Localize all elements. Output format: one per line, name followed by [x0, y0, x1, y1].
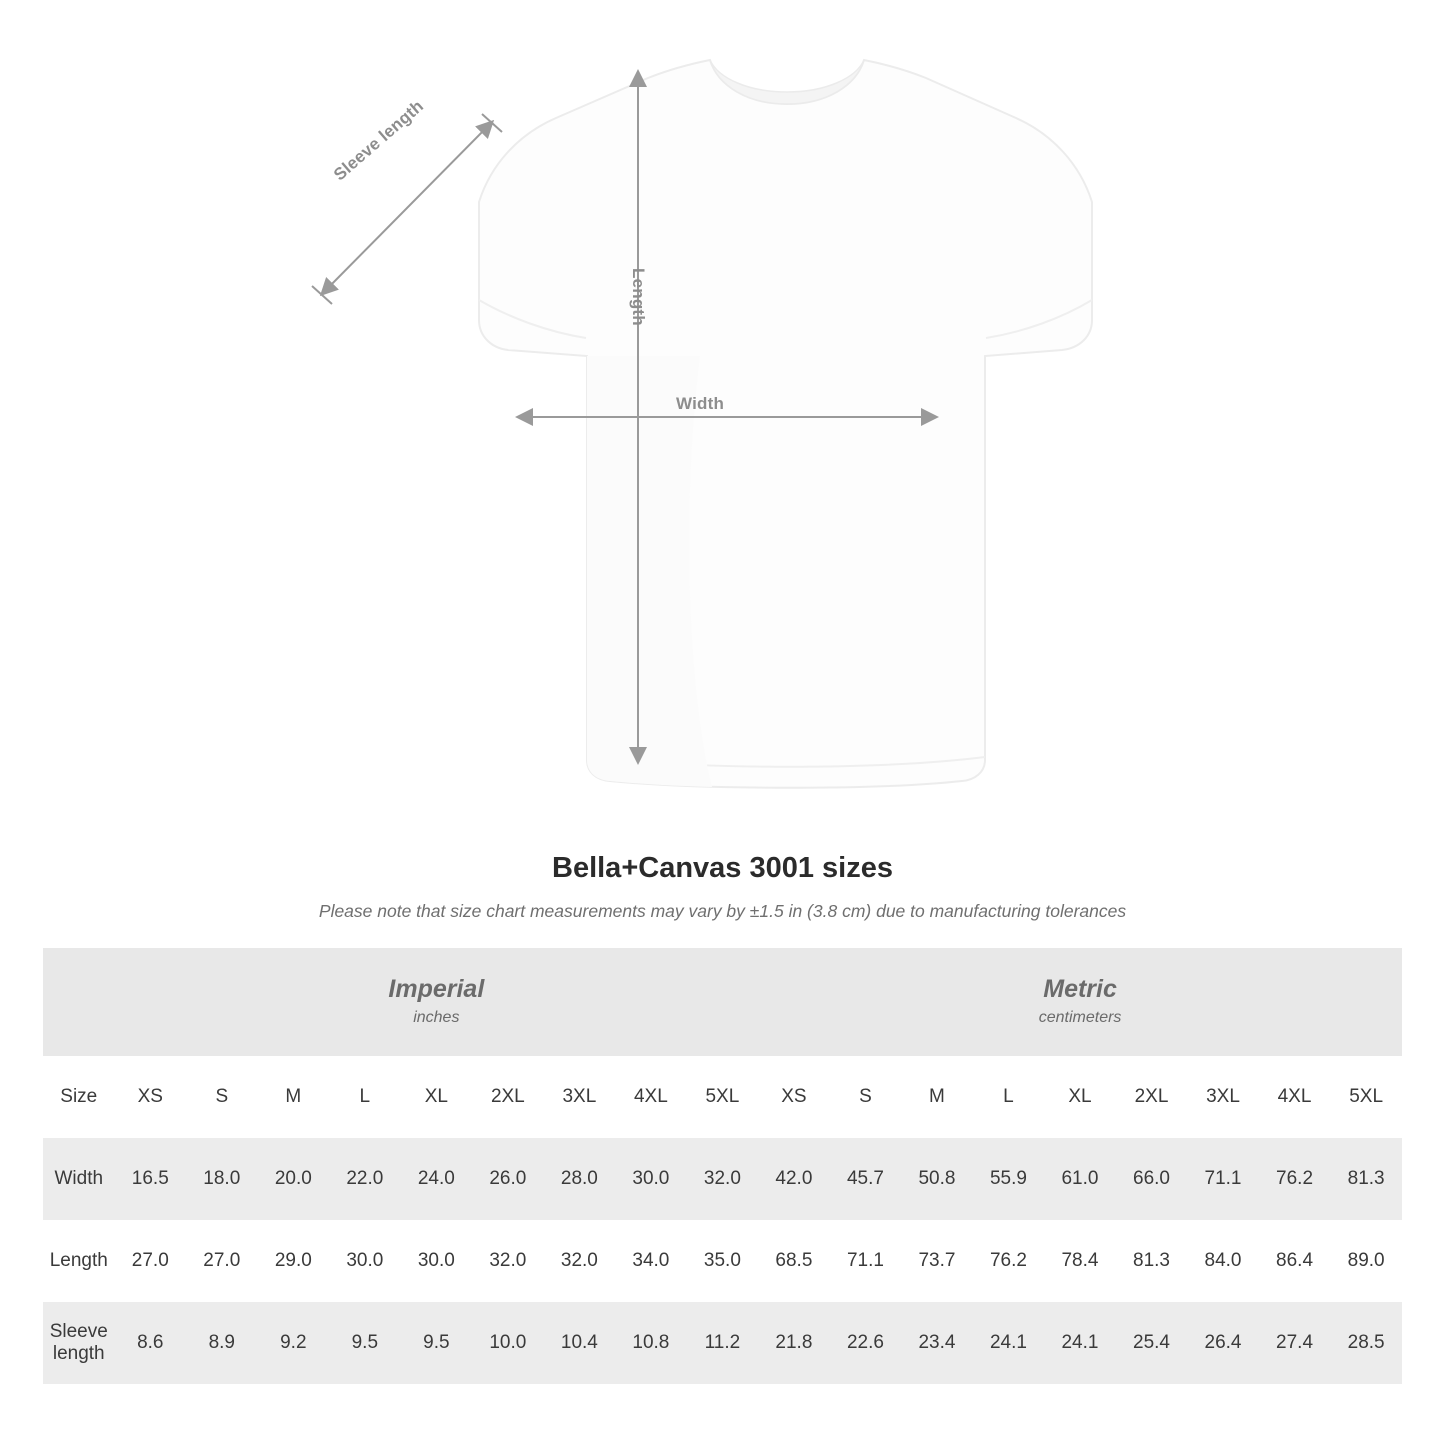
width-imperial-s: 18.0: [186, 1138, 258, 1220]
table-row: [43, 1138, 1402, 1220]
width-metric-m: 50.8: [901, 1138, 973, 1220]
width-metric-3xl: 71.1: [1187, 1138, 1259, 1220]
row-label-sleeve-length: Sleeve length: [43, 1302, 115, 1384]
length-metric-s: 71.1: [830, 1220, 902, 1302]
page-title: Bella+Canvas 3001 sizes: [552, 852, 893, 884]
metric-group-header: [758, 948, 1402, 1056]
sleeve-metric-l: 24.1: [973, 1302, 1045, 1384]
length-metric-xl: 78.4: [1044, 1220, 1116, 1302]
width-imperial-xl: 24.0: [401, 1138, 473, 1220]
width-imperial-2xl: 26.0: [472, 1138, 544, 1220]
length-metric-4xl: 86.4: [1259, 1220, 1331, 1302]
imperial-group-header: [115, 948, 759, 1056]
size-col-metric-2xl: 2XL: [1116, 1056, 1188, 1138]
sleeve-length-label: Sleeve length: [330, 96, 428, 185]
unit-header-row: [43, 948, 1402, 1056]
sleeve-metric-5xl: 28.5: [1330, 1302, 1402, 1384]
size-col-imperial-s: S: [186, 1056, 258, 1138]
size-col-imperial-4xl: 4XL: [615, 1056, 687, 1138]
size-col-imperial-xs: XS: [115, 1056, 187, 1138]
length-label: Length: [629, 268, 648, 326]
sleeve-imperial-xl: 9.5: [401, 1302, 473, 1384]
width-imperial-m: 20.0: [258, 1138, 330, 1220]
width-imperial-5xl: 32.0: [687, 1138, 759, 1220]
width-metric-5xl: 81.3: [1330, 1138, 1402, 1220]
length-imperial-m: 29.0: [258, 1220, 330, 1302]
size-col-metric-l: L: [973, 1056, 1045, 1138]
metric-system-label: Metric: [1043, 974, 1117, 1003]
size-header-label: Size: [43, 1056, 115, 1138]
tolerance-note: Please note that size chart measurements may vary by ±1.5 in (3.8 cm) due to manufacturing tolerances: [318, 901, 1127, 921]
length-metric-3xl: 84.0: [1187, 1220, 1259, 1302]
length-metric-l: 76.2: [973, 1220, 1045, 1302]
length-metric-m: 73.7: [901, 1220, 973, 1302]
length-imperial-3xl: 32.0: [544, 1220, 616, 1302]
sleeve-imperial-s: 8.9: [186, 1302, 258, 1384]
imperial-system-label: Imperial: [388, 974, 485, 1003]
size-col-imperial-m: M: [258, 1056, 330, 1138]
width-metric-2xl: 66.0: [1116, 1138, 1188, 1220]
sleeve-imperial-l: 9.5: [329, 1302, 401, 1384]
length-imperial-2xl: 32.0: [472, 1220, 544, 1302]
sleeve-metric-xl: 24.1: [1044, 1302, 1116, 1384]
sleeve-metric-xs: 21.8: [758, 1302, 830, 1384]
sleeve-metric-2xl: 25.4: [1116, 1302, 1188, 1384]
width-imperial-l: 22.0: [329, 1138, 401, 1220]
length-imperial-s: 27.0: [186, 1220, 258, 1302]
size-col-imperial-5xl: 5XL: [687, 1056, 759, 1138]
sleeve-imperial-4xl: 10.8: [615, 1302, 687, 1384]
imperial-unit-label: inches: [413, 1008, 460, 1026]
length-imperial-5xl: 35.0: [687, 1220, 759, 1302]
sleeve-imperial-5xl: 11.2: [687, 1302, 759, 1384]
width-metric-xl: 61.0: [1044, 1138, 1116, 1220]
sleeve-metric-4xl: 27.4: [1259, 1302, 1331, 1384]
size-col-metric-m: M: [901, 1056, 973, 1138]
table-row: [43, 1302, 1402, 1384]
sleeve-metric-m: 23.4: [901, 1302, 973, 1384]
length-metric-2xl: 81.3: [1116, 1220, 1188, 1302]
size-table: [43, 948, 1402, 1384]
sleeve-metric-s: 22.6: [830, 1302, 902, 1384]
tshirt-shape: [479, 60, 1092, 788]
sleeve-imperial-2xl: 10.0: [472, 1302, 544, 1384]
length-imperial-xs: 27.0: [115, 1220, 187, 1302]
size-col-metric-5xl: 5XL: [1330, 1056, 1402, 1138]
sleeve-imperial-xs: 8.6: [115, 1302, 187, 1384]
size-header-row: [43, 1056, 1402, 1138]
size-col-metric-4xl: 4XL: [1259, 1056, 1331, 1138]
unit-row-corner: [43, 948, 115, 1056]
width-imperial-4xl: 30.0: [615, 1138, 687, 1220]
size-col-metric-s: S: [830, 1056, 902, 1138]
title-block: [0, 852, 1445, 922]
table-row: [43, 1220, 1402, 1302]
size-col-metric-xs: XS: [758, 1056, 830, 1138]
size-col-imperial-3xl: 3XL: [544, 1056, 616, 1138]
length-metric-xs: 68.5: [758, 1220, 830, 1302]
sleeve-imperial-m: 9.2: [258, 1302, 330, 1384]
width-imperial-3xl: 28.0: [544, 1138, 616, 1220]
size-table-wrap: [43, 948, 1402, 1384]
length-metric-5xl: 89.0: [1330, 1220, 1402, 1302]
length-imperial-4xl: 34.0: [615, 1220, 687, 1302]
row-label-length: Length: [43, 1220, 115, 1302]
length-imperial-xl: 30.0: [401, 1220, 473, 1302]
size-col-metric-xl: XL: [1044, 1056, 1116, 1138]
width-metric-s: 45.7: [830, 1138, 902, 1220]
size-col-imperial-2xl: 2XL: [472, 1056, 544, 1138]
width-metric-xs: 42.0: [758, 1138, 830, 1220]
sleeve-imperial-3xl: 10.4: [544, 1302, 616, 1384]
size-col-metric-3xl: 3XL: [1187, 1056, 1259, 1138]
width-imperial-xs: 16.5: [115, 1138, 187, 1220]
metric-unit-label: centimeters: [1038, 1008, 1122, 1026]
width-metric-l: 55.9: [973, 1138, 1045, 1220]
width-label: Width: [676, 394, 725, 413]
row-label-width: Width: [43, 1138, 115, 1220]
length-imperial-l: 30.0: [329, 1220, 401, 1302]
width-metric-4xl: 76.2: [1259, 1138, 1331, 1220]
size-col-imperial-xl: XL: [401, 1056, 473, 1138]
sleeve-metric-3xl: 26.4: [1187, 1302, 1259, 1384]
size-col-imperial-l: L: [329, 1056, 401, 1138]
sleeve-length-arrow: [312, 114, 502, 304]
